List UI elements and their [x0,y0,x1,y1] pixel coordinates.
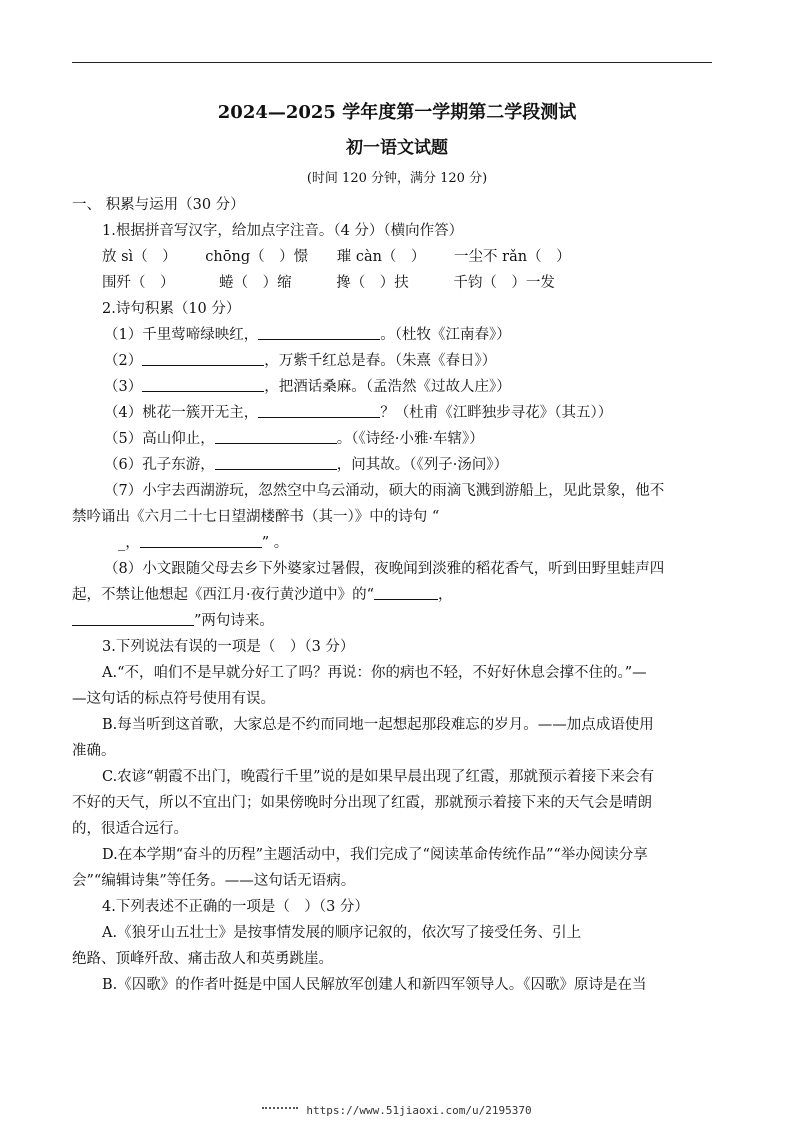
q3-stem: 3.下列说法有误的一项是（ ）（3 分） [102,639,355,655]
q2-text: ，万紫千红总是春。（朱熹《春日》） [264,353,497,369]
q2-text: （4）桃花一簇开无主， [104,405,259,421]
q1-item: chōng（ ）憬 [205,249,309,265]
q4-stem: 4.下列表述不正确的一项是（ ）（3 分） [102,899,369,915]
q2-text: ，问其故。（《列子·汤问》） [336,457,509,473]
section-heading: 一、 积累与运用（30 分） [72,197,245,213]
q2-line6 [72,452,712,478]
q4-option-b: B.《囚歌》的作者叶挺是中国人民解放军创建人和新四军领导人。《囚歌》原诗是在当 [102,977,647,993]
footer-url[interactable]: https://www.51jiaoxi.com/u/2195370 [306,1104,532,1117]
q2-line8c [72,608,712,634]
q1-item: 千钧（ ）一发 [453,275,555,291]
q2-line8b [72,582,712,608]
q2-line3 [72,374,712,400]
q4-option-a: A.《狼牙山五壮士》是按事情发展的顺序记叙的，依次写了接受任务、引上 [102,925,582,941]
answer-blank[interactable] [72,611,194,626]
q2-text: ，把酒话桑麻。（孟浩然《过故人庄》） [264,379,511,395]
q2-text: ” 。 [261,535,289,551]
q2-line2 [72,348,712,374]
q2-line1 [72,322,712,348]
exam-note: (时间 120 分钟，满分 120 分) [306,171,488,186]
q3-option-c-cont: 不好的天气，所以不宜出门；如果傍晚时分出现了红霞，那就预示着接下来的天气会是晴朗 [72,795,652,811]
footer [0,1104,794,1117]
top-rule [72,62,712,63]
q2-line7c [72,530,712,556]
q1-stem: 1.根据拼音写汉字，给加点字注音。（4 分）（横向作答） [102,223,464,239]
answer-blank[interactable] [215,455,337,470]
q3-option-b: B.每当听到这首歌，大家总是不约而同地一起想起那段难忘的岁月。——加点成语使用 [102,717,654,733]
q1-item: 放 sì（ ） [102,249,177,265]
q1-item: 搀（ ）扶 [336,275,409,291]
q2-text: （2） [104,353,143,369]
q3-option-c: C.农谚“朝霞不出门，晚霞行千里”说的是如果早晨出现了红霞，那就预示着接下来会有 [102,769,655,785]
q2-line5 [72,426,712,452]
q2-text: _， [118,535,140,551]
q3-option-b-cont: 准确。 [72,743,116,759]
q2-line7a: （7）小宇去西湖游玩，忽然空中乌云涌动，硕大的雨滴飞溅到游船上，见此景象，他不 [104,483,665,499]
watermark-logo-icon [262,1107,298,1115]
exam-title: 2024—2025 学年度第一学期第二学段测试 [217,102,577,123]
q2-stem: 2.诗句积累（10 分） [102,301,241,317]
q2-line4 [72,400,712,426]
exam-subtitle: 初一语文试题 [346,138,448,158]
q3-option-a: A.“不，咱们不是早就分好工了吗？再说：你的病也不轻，不好好休息会撑不住的。”— [102,665,647,681]
q1-row1 [72,244,712,270]
answer-blank[interactable] [374,585,438,600]
q2-text: ， [438,587,453,603]
q2-text: ”两句诗来。 [194,613,274,629]
q2-text: 。（杜牧《江南春》） [380,327,511,343]
answer-blank[interactable] [258,403,380,418]
q2-text: （5）高山仰止， [104,431,215,447]
q3-option-d-cont: 会”“编辑诗集”等任务。——这句话无语病。 [72,873,356,889]
q2-text: ？（杜甫《江畔独步寻花》（其五）） [380,405,613,421]
q2-text: 起，不禁让他想起《西江月·夜行黄沙道中》的“ [72,587,375,603]
q2-text: （6）孔子东游， [104,457,215,473]
q2-text: 。（《诗经·小雅·车辖》） [336,431,484,447]
q4-option-a-cont: 绝路、顶峰歼敌、痛击敌人和英勇跳崖。 [72,951,333,967]
q1-item: 璀 càn（ ） [336,249,426,265]
answer-blank[interactable] [258,325,380,340]
answer-blank[interactable] [142,351,264,366]
exam-content [72,192,712,998]
q3-option-c-cont: 的，很适合远行。 [72,821,188,837]
answer-blank[interactable] [142,377,264,392]
q3-option-d: D.在本学期“奋斗的历程”主题活动中，我们完成了“阅读革命传统作品”“举办阅读分享 [102,847,648,863]
q1-item: 围歼（ ） [102,275,175,291]
answer-blank[interactable] [140,533,262,548]
q2-text: （1）千里莺啼绿映红， [104,327,259,343]
answer-blank[interactable] [215,429,337,444]
q1-item: 一尘不 rǎn（ ） [454,249,571,265]
q2-text: （3） [104,379,143,395]
q1-row2 [72,270,712,296]
q2-line8a: （8）小文跟随父母去乡下外婆家过暑假，夜晚闻到淡雅的稻花香气，听到田野里蛙声四 [104,561,665,577]
q2-line7b: 禁吟诵出《六月二十七日望湖楼醉书（其一）》中的诗句 “ [72,509,440,525]
q1-item: 蜷（ ）缩 [219,275,292,291]
q3-option-a-cont: —这句话的标点符号使用有误。 [72,691,275,707]
